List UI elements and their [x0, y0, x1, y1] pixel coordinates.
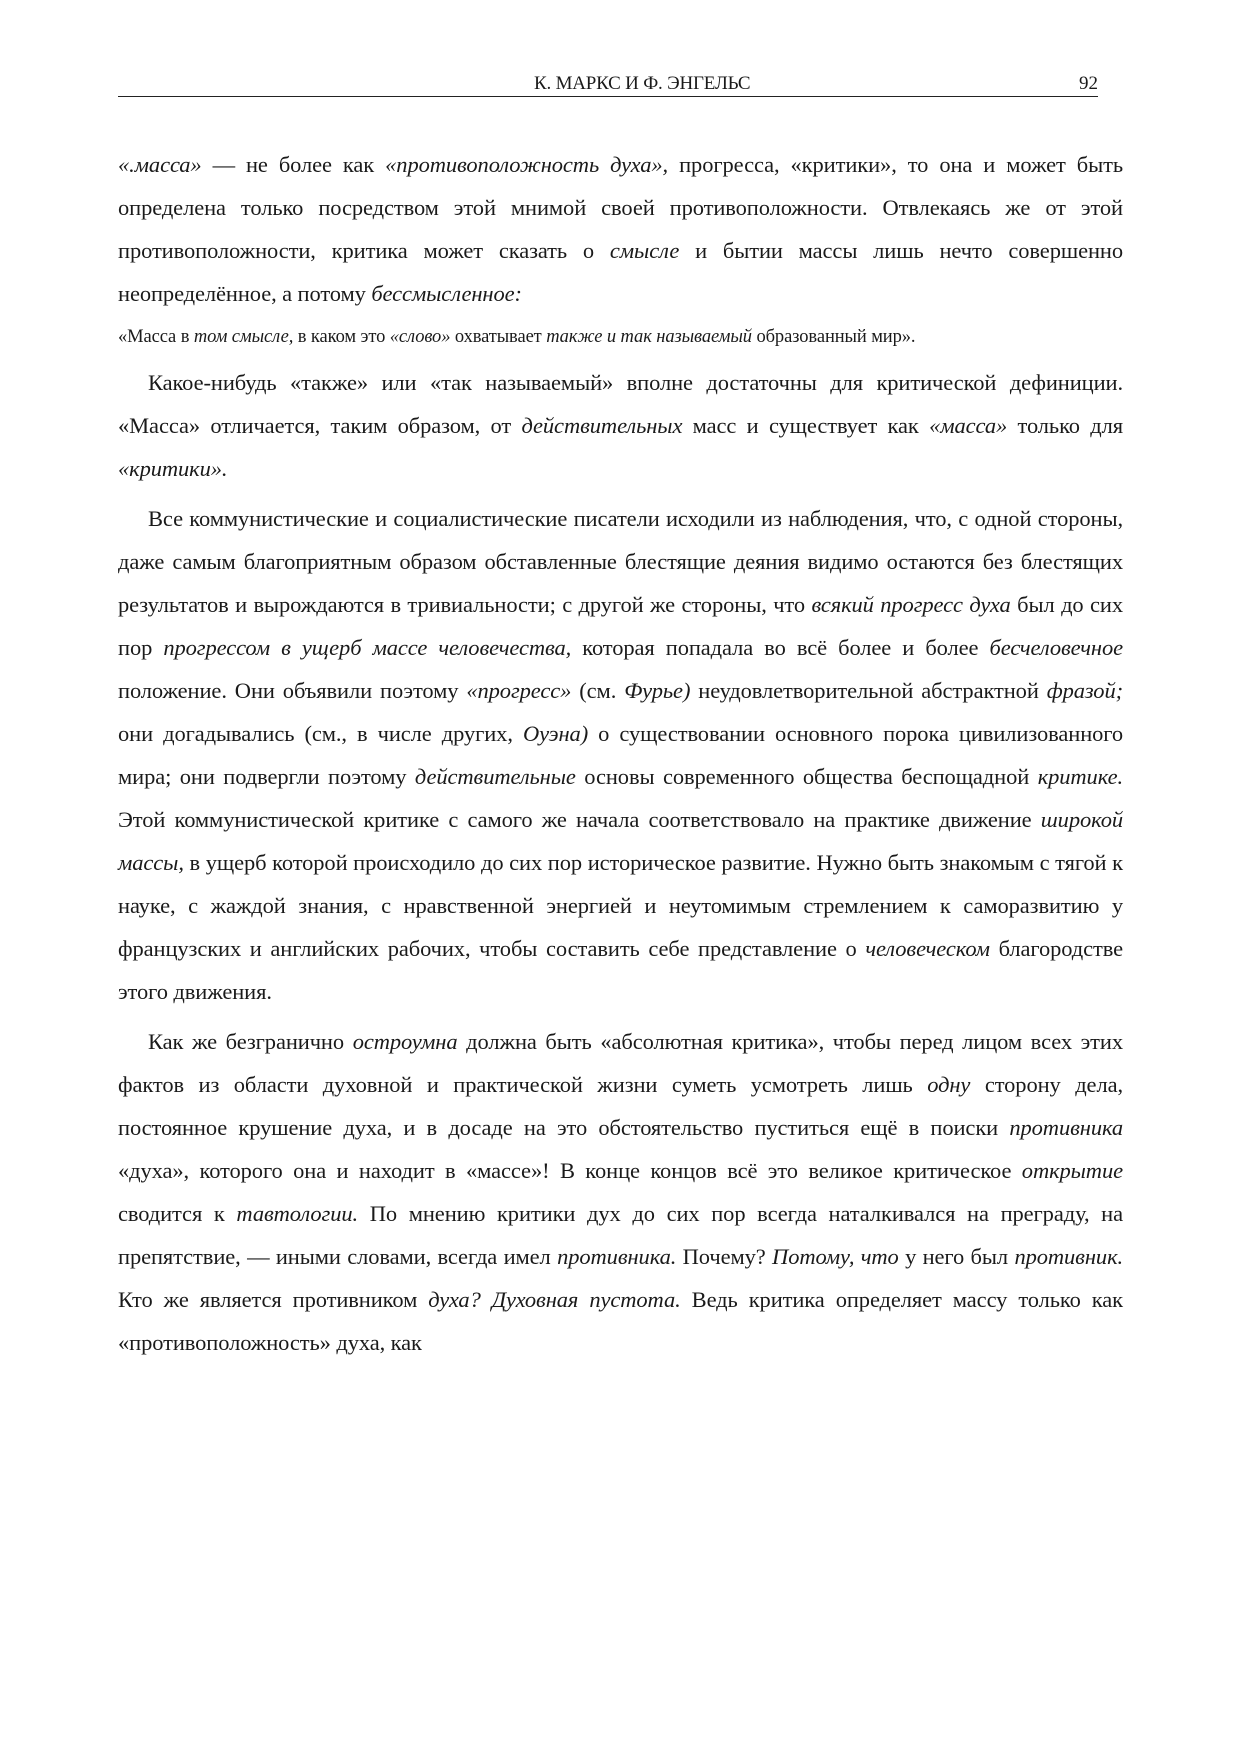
- italic-text: фразой;: [1046, 678, 1123, 703]
- text-run: По мнению критики дух до сих пор всегда наталкивался на преграду, на препятствие, — иными словами, всегда имел: [118, 1201, 1124, 1269]
- paragraph: [118, 497, 1123, 1013]
- paragraph: [118, 361, 1123, 490]
- header-title: К. МАРКС И Ф. ЭНГЕЛЬС: [534, 73, 751, 94]
- text-run: Как же безгранично: [148, 1029, 353, 1054]
- italic-text: человеческом: [865, 936, 990, 961]
- italic-text: «критики».: [118, 456, 228, 481]
- italic-text: тавтологии.: [236, 1201, 359, 1226]
- text-run: «Масса в: [118, 327, 194, 347]
- italic-text: бессмысленное:: [371, 281, 522, 306]
- italic-text: том смысле,: [193, 327, 294, 347]
- italic-text: противника.: [557, 1244, 677, 1269]
- italic-text: противник.: [1014, 1244, 1124, 1269]
- italic-text: противника: [1009, 1115, 1123, 1140]
- italic-text: остроумна: [352, 1029, 458, 1054]
- italic-text: всякий прогресс духа: [811, 592, 1011, 617]
- italic-text: открытие: [1021, 1158, 1123, 1183]
- text-run: они догадывались (см., в числе других,: [118, 721, 523, 746]
- text-run: Все коммунистические и социалистические писатели исходили из наблюдения, что, с одной стороны, даже самым благоприятным образом обставленные блестящие деяния видимо остаются без блестящих результатов и вырождаются в тривиальности; с другой же стороны, что: [118, 506, 1123, 617]
- text-run: охватывает: [450, 327, 547, 347]
- text-run: масс и существует как: [682, 413, 930, 438]
- text-run: Какое-нибудь «также» или «так называемый» вполне достаточны для критической дефиниции. «Масса» отличается, таким образом, от: [118, 370, 1123, 438]
- text-run: должна быть «абсолютная критика», чтобы перед лицом всех этих фактов из области духовной и практической жизни суметь усмотреть лишь: [118, 1029, 1124, 1097]
- italic-text: одну: [927, 1072, 971, 1097]
- text-run: положение. Они объявили поэтому: [118, 678, 467, 703]
- italic-text: смысле: [609, 238, 680, 263]
- text-run: в ущерб которой происходило до сих пор историческое развитие. Нужно быть знакомым с тягой к науке, с жаждой знания, с нравственной энергией и неутомимым стремлением к саморазвитию у французских и английских рабочих, чтобы составить себе представление о: [118, 850, 1123, 961]
- text-run: Почему?: [676, 1244, 773, 1269]
- italic-text: широкой массы,: [118, 807, 1123, 875]
- text-run: прогресса, «критики», то она и может быть определена только посредством этой мнимой своей противоположности. Отвлекаясь же от этой противоположности, критика может сказать о: [118, 152, 1123, 263]
- italic-text: Оуэна): [522, 721, 589, 746]
- italic-text: действительные: [414, 764, 576, 789]
- italic-text: «слово»: [389, 327, 451, 347]
- italic-text: Потому, что: [772, 1244, 899, 1269]
- italic-text: бесчеловечное: [989, 635, 1123, 660]
- text-run: сводится к: [118, 1201, 237, 1226]
- text-run: и бытии массы лишь нечто совершенно неопределённое, а потому: [118, 238, 1123, 306]
- italic-text: прогрессом в ущерб массе человечества,: [163, 635, 572, 660]
- italic-text: критике.: [1037, 764, 1123, 789]
- italic-text: «масса»: [929, 413, 1008, 438]
- text-run: основы современного общества беспощадной: [575, 764, 1038, 789]
- text-run: благородстве этого движения.: [118, 936, 1123, 1004]
- paragraph: [118, 1020, 1123, 1364]
- text-run: сторону дела, постоянное крушение духа, и в досаде на это обстоятельство пуститься ещё в поиски: [118, 1072, 1123, 1140]
- text-run: (см.: [571, 678, 625, 703]
- text-run: неудовлетворительной абстрактной: [690, 678, 1047, 703]
- text-run: «духа», которого она и находит в «массе»! В конце концов всё это великое критическое: [118, 1158, 1022, 1183]
- italic-text: «.масса»: [118, 152, 202, 177]
- text-run: которая попадала во всё более и более: [571, 635, 990, 660]
- block-quote: [118, 320, 1123, 354]
- body-text: [118, 143, 1123, 1364]
- text-run: только для: [1007, 413, 1123, 438]
- italic-text: «противоположность духа»,: [385, 152, 669, 177]
- paragraph: [118, 143, 1123, 315]
- italic-text: Фурье): [624, 678, 691, 703]
- text-run: — не более как: [201, 152, 386, 177]
- italic-text: «прогресс»: [466, 678, 572, 703]
- italic-text: действительных: [521, 413, 683, 438]
- text-run: Ведь критика определяет массу только как «противоположность» духа, как: [118, 1287, 1123, 1355]
- text-run: был до сих пор: [118, 592, 1123, 660]
- italic-text: духа? Духовная пустота.: [428, 1287, 681, 1312]
- text-run: у него был: [898, 1244, 1015, 1269]
- text-run: образованный мир».: [751, 327, 916, 347]
- text-run: о существовании основного порока цивилизованного мира; они подвергли поэтому: [118, 721, 1123, 789]
- text-run: Этой коммунистической критике с самого же начала соответствовало на практике движение: [118, 807, 1041, 832]
- italic-text: также и так называемый: [546, 327, 752, 347]
- text-run: в каком это: [293, 327, 390, 347]
- text-run: Кто же является противником: [118, 1287, 429, 1312]
- page-number: 92: [1079, 73, 1098, 94]
- running-header: [118, 72, 1098, 97]
